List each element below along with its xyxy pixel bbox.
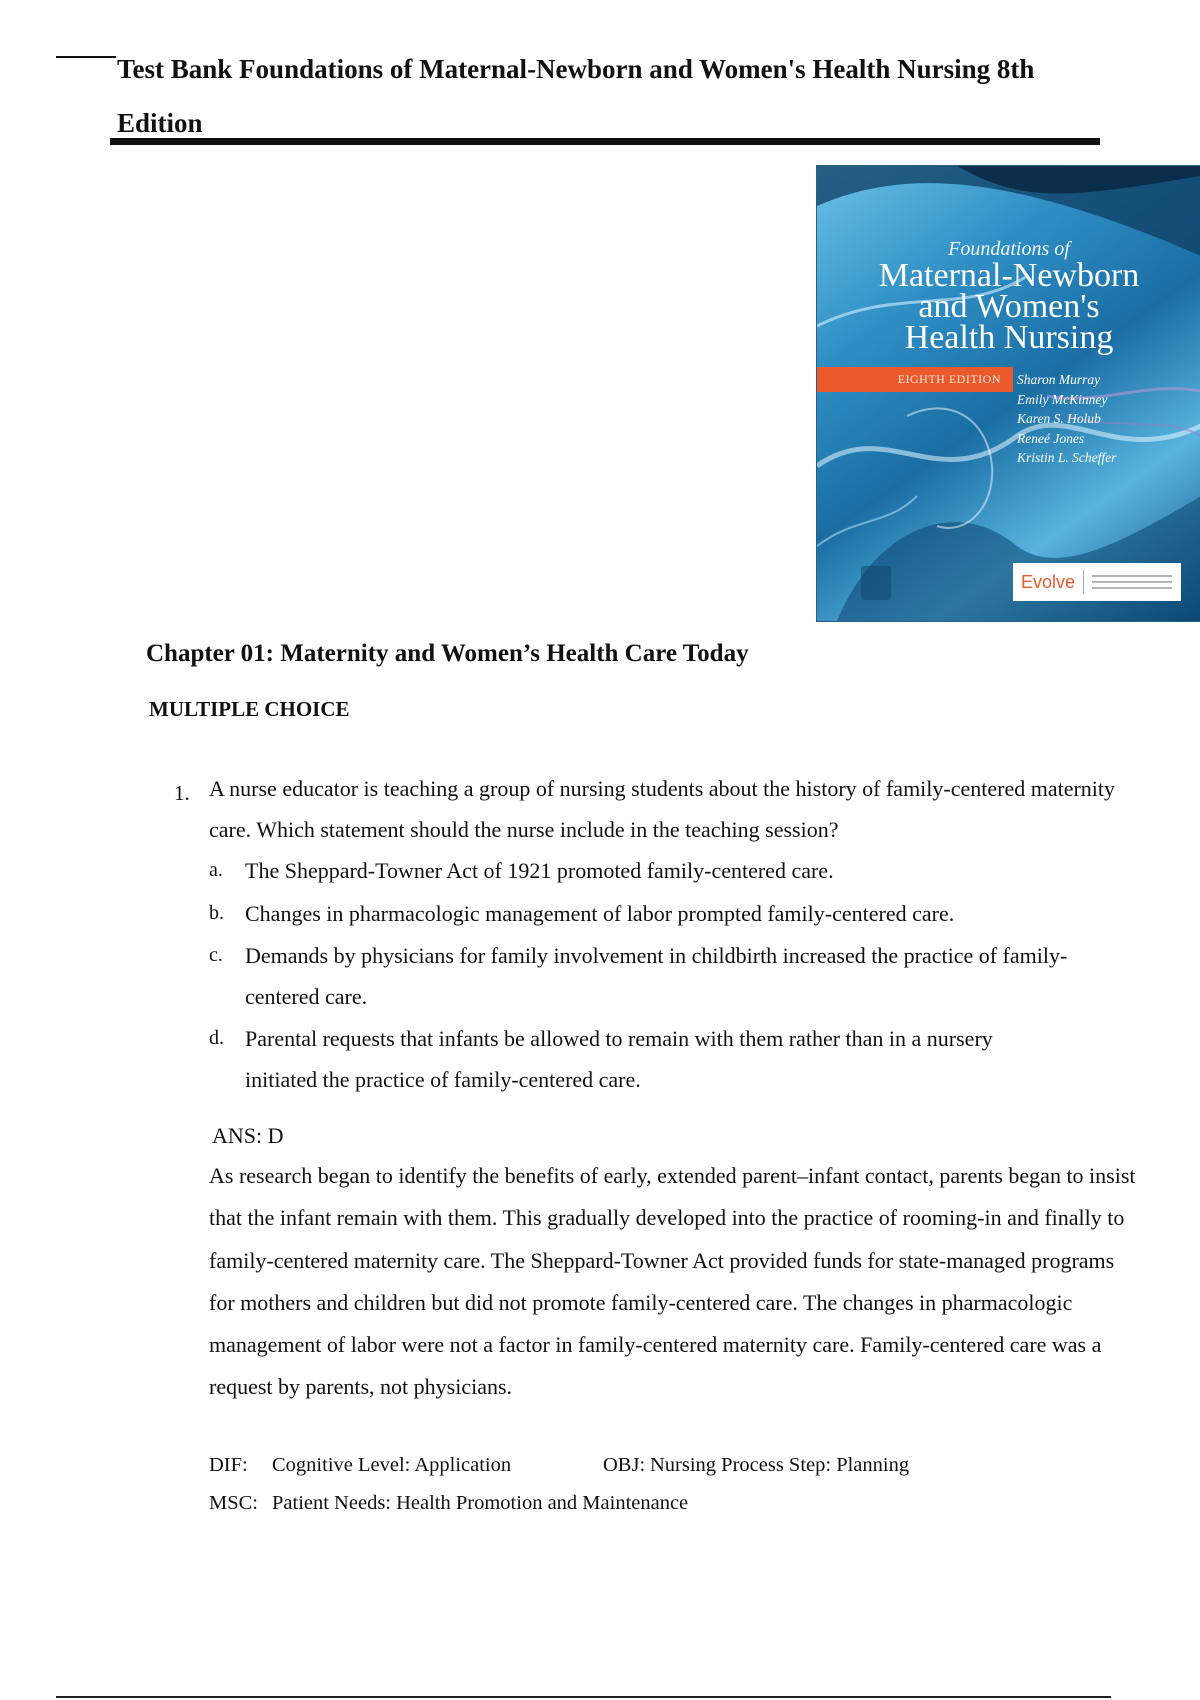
footer-rule	[56, 1696, 1111, 1698]
header-rule	[110, 138, 1100, 145]
objective-value: Nursing Process Step: Planning	[650, 1454, 910, 1476]
logo-fine-print	[1092, 575, 1172, 589]
cover-title-line: Maternal-Newborn	[878, 257, 1140, 294]
book-cover-image	[816, 165, 1200, 622]
option-text: Changes in pharmacologic management of labor prompted family-centered care.	[245, 901, 955, 926]
msc-label: MSC:	[209, 1492, 258, 1514]
logo-divider	[1083, 570, 1084, 594]
msc-value: Patient Needs: Health Promotion and Maintenance	[272, 1492, 689, 1514]
cover-author: Emily McKinney	[1017, 391, 1108, 407]
section-heading: MULTIPLE CHOICE	[149, 697, 350, 721]
option-text: The Sheppard-Towner Act of 1921 promoted family-centered care.	[245, 858, 834, 883]
difficulty-label: DIF:	[209, 1454, 248, 1476]
cover-author: Kristin L. Scheffer	[1017, 450, 1117, 465]
cover-authors	[1017, 370, 1116, 468]
evolve-logo	[1013, 563, 1181, 601]
cover-title	[817, 257, 1200, 356]
document-title: Test Bank Foundations of Maternal-Newborn and Women's Health Nursing 8th Edition	[117, 54, 1035, 138]
msc-line	[209, 1488, 688, 1518]
option-text: Demands by physicians for family involvement in childbirth increased the practice of family-centered care.	[245, 943, 1068, 1009]
publisher-tree-icon	[861, 566, 891, 600]
option-letter: d.	[209, 1027, 224, 1049]
cover-title-line: Health Nursing	[904, 319, 1114, 356]
cover-artwork	[817, 166, 1200, 621]
cover-edition-band: EIGHTH EDITION	[817, 367, 1013, 392]
cover-pretitle: Foundations of	[948, 238, 1070, 260]
chapter-heading: Chapter 01: Maternity and Women’s Health Care Today	[146, 640, 749, 667]
objective-line	[603, 1450, 909, 1480]
option-letter: a.	[209, 859, 223, 881]
difficulty-line	[209, 1450, 511, 1480]
cover-author: Sharon Murray	[1017, 372, 1101, 387]
option-text: Parental requests that infants be allowed to remain with them rather than in a nursery initiated the practice of family-centered care.	[245, 1026, 993, 1092]
option-letter: b.	[209, 902, 224, 924]
option-letter: c.	[209, 944, 223, 966]
cover-author: Karen S. Holub	[1017, 411, 1101, 426]
question-stem: A nurse educator is teaching a group of nursing students about the history of family-centered maternity care. Which statement should the nurse include in the teaching session?	[209, 776, 1116, 842]
header-tick-line	[56, 56, 116, 58]
cover-author: Reneé Jones	[1017, 430, 1085, 446]
answer-key: ANS: D	[212, 1123, 284, 1148]
difficulty-value: Cognitive Level: Application	[272, 1454, 512, 1476]
evolve-logo-text: Evolve	[1021, 571, 1076, 592]
objective-label: OBJ:	[603, 1454, 646, 1476]
cover-title-line: and Women's	[918, 288, 1100, 325]
question-number: 1.	[174, 781, 190, 805]
answer-rationale: As research began to identify the benefits of early, extended parent–infant contact, parents began to insist that the infant remain with them. This gradually developed into the practice of rooming-in and finally to family-centered maternity care. The Sheppard-Towner Act provided funds for state-managed programs for mothers and children but did not promote family-centered care. The changes in pharmacologic management of labor were not a factor in family-centered maternity care. Family-centered care was a request by parents, not physicians.	[209, 1163, 1136, 1400]
